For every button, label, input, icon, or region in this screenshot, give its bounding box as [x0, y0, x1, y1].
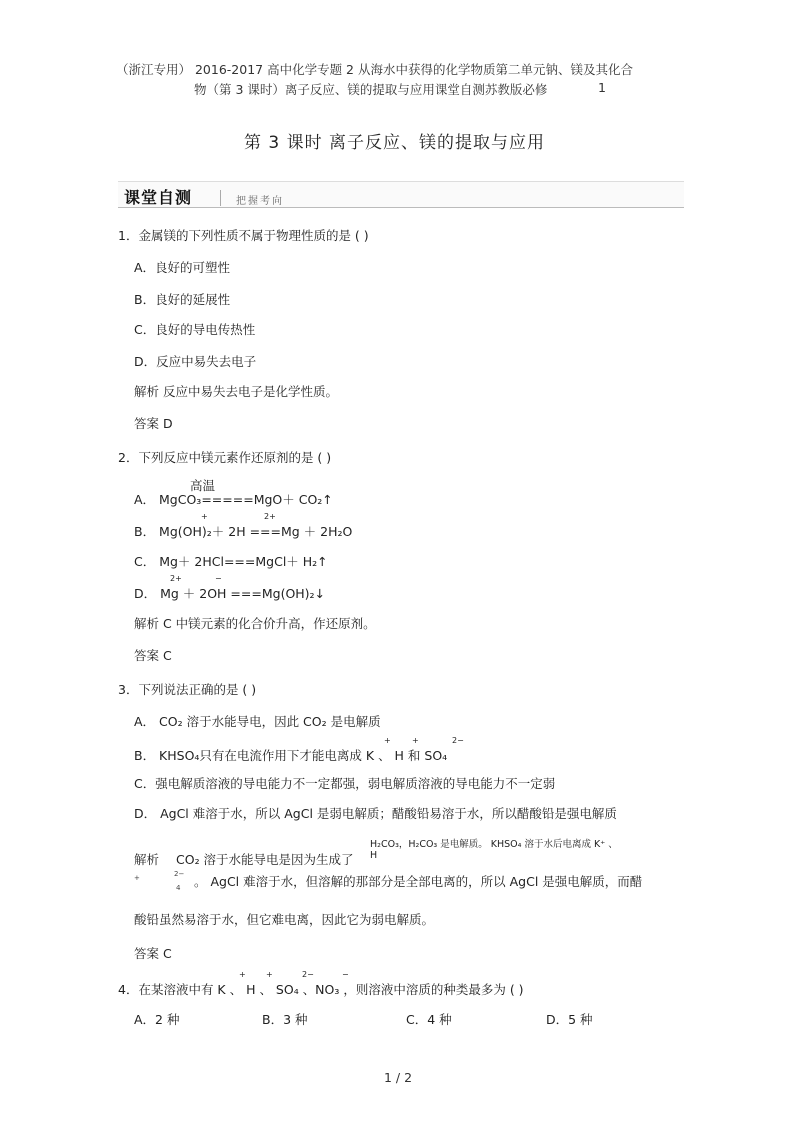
page-footer: 1 / 2 — [384, 1070, 413, 1085]
q2-option-b-h-charge: + — [201, 512, 208, 521]
q3-analysis-line2: 。 AgCl 难溶于水，但溶解的那部分是全部电离的，所以 AgCl 是强电解质，而醋 — [194, 874, 643, 889]
q2-option-b: B． Mg(OH)₂＋ 2H ===Mg ＋ 2H₂O — [134, 524, 353, 539]
q2-option-d-oh-charge: − — [215, 574, 222, 583]
q2-stem: 2．下列反应中镁元素作还原剂的是 ( ) — [118, 450, 332, 465]
section-title: 课堂自测 — [124, 188, 193, 207]
q4-option-a: A．2 种 — [134, 1012, 180, 1027]
q2-option-d-mg-charge: 2+ — [170, 574, 182, 583]
lesson-title: 第 3 课时 离子反应、镁的提取与应用 — [244, 133, 546, 153]
q1-option-a: A．良好的可塑性 — [134, 260, 231, 275]
q3-analysis-fragment-a: + — [134, 874, 140, 882]
q1-option-c: C．良好的导电传热性 — [134, 322, 256, 337]
q4-so4-charge: 2− — [302, 970, 314, 979]
q3-analysis-label: 解析 — [134, 852, 160, 867]
doc-header-line1: （浙江专用） 2016-2017 高中化学专题 2 从海水中获得的化学物质第二单元钠、镁及其化合 — [116, 62, 633, 77]
section-bar-line — [118, 207, 684, 208]
doc-header-line2: 物（第 3 课时）离子反应、镁的提取与应用课堂自测苏教版必修 — [194, 82, 548, 97]
q4-option-b: B．3 种 — [262, 1012, 308, 1027]
q3-option-b-so4-charge: 2− — [452, 736, 464, 745]
q4-h-charge: + — [266, 970, 273, 979]
q3-analysis-line1a: CO₂ 溶于水能导电是因为生成了 — [176, 852, 354, 867]
q2-option-c: C． Mg＋ 2HCl===MgCl＋ H₂↑ — [134, 554, 328, 569]
q2-analysis: 解析 C 中镁元素的化合价升高，作还原剂。 — [134, 616, 376, 631]
section-separator — [220, 190, 221, 206]
q3-option-b: B． KHSO₄只有在电流作用下才能电离成 K 、 H 和 SO₄ — [134, 748, 448, 763]
q2-option-d: D． Mg ＋ 2OH ===Mg(OH)₂↓ — [134, 586, 326, 601]
doc-header-page-num: 1 — [598, 80, 606, 95]
q4-option-c: C．4 种 — [406, 1012, 452, 1027]
section-subtitle: 把握考向 — [236, 196, 284, 207]
q3-analysis-line1c: H — [370, 850, 378, 861]
q3-answer: 答案 C — [134, 946, 172, 961]
q3-option-c: C．强电解质溶液的导电能力不一定都强，弱电解质溶液的导电能力不一定弱 — [134, 776, 556, 791]
q3-analysis-line1b: H₂CO₃，H₂CO₃ 是电解质。 KHSO₄ 溶于水后电离成 K⁺ 、 — [370, 839, 618, 850]
q2-answer: 答案 C — [134, 648, 172, 663]
q3-option-b-h-charge: + — [412, 736, 419, 745]
q2-option-a: A． MgCO₃=====MgO＋ CO₂↑ — [134, 492, 333, 507]
q4-no3-charge: − — [342, 970, 349, 979]
q1-option-d: D．反应中易失去电子 — [134, 354, 257, 369]
q2-option-b-mg-charge: 2+ — [264, 512, 276, 521]
q1-stem: 1．金属镁的下列性质不属于物理性质的是 ( ) — [118, 228, 369, 243]
q3-option-a: A． CO₂ 溶于水能导电，因此 CO₂ 是电解质 — [134, 714, 381, 729]
q4-stem: 4．在某溶液中有 K 、 H 、 SO₄ 、NO₃ ，则溶液中溶质的种类最多为 ( ) — [118, 982, 524, 997]
q3-analysis-fragment-c: 4 — [176, 884, 181, 892]
q1-option-b: B．良好的延展性 — [134, 292, 231, 307]
section-bar — [118, 182, 684, 208]
q3-analysis-fragment-b: 2− — [174, 870, 185, 878]
q3-option-b-k-charge: + — [384, 736, 391, 745]
q2-option-a-condition: 高温 — [190, 478, 216, 493]
q4-k-charge: + — [239, 970, 246, 979]
q3-analysis-line3: 酸铅虽然易溶于水，但它难电离，因此它为弱电解质。 — [134, 912, 435, 927]
q1-analysis: 解析 反应中易失去电子是化学性质。 — [134, 384, 338, 399]
q3-option-d: D． AgCl 难溶于水，所以 AgCl 是弱电解质；醋酸铅易溶于水，所以醋酸铅是强电解质 — [134, 806, 617, 821]
q1-answer: 答案 D — [134, 416, 173, 431]
q4-option-d: D．5 种 — [546, 1012, 593, 1027]
q3-stem: 3．下列说法正确的是 ( ) — [118, 682, 257, 697]
